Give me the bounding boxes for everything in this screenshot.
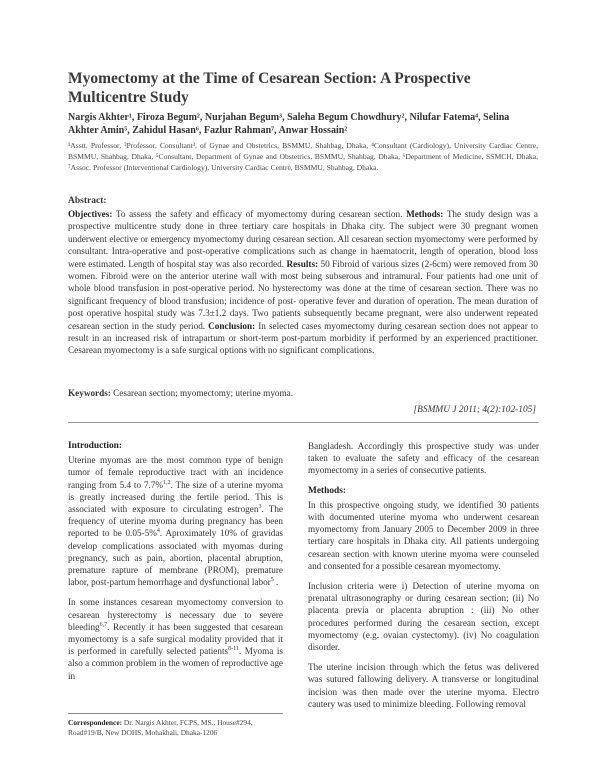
- conclusion-text: In selected cases myomectomy during cesarean section does not appear to result in an increased risk of intrapartum or short-term post-partum morbidity if performed by an experienced practitioner. Cesarean myomectomy is a safe surgical options with no significant complications.: [68, 320, 538, 356]
- author-list: Nargis Akhter¹, Firoza Begum², Nurjahan Begum³, Saleha Begum Chowdhury², Nilufar Fatema⁴, Selina Akhter Amin⁵, Zahidul Hasan⁶, Fazlur Rahman⁷, Anwar Hossain²: [68, 112, 510, 136]
- objectives-label: Objectives:: [68, 209, 113, 219]
- methods-label: Methods:: [406, 209, 444, 219]
- introduction-paragraph-3: Bangladesh. Accordingly this prospective study was under taken to evaluate the safety and efficacy of the cesarean myomectomy in a series of consecutive patients.: [308, 441, 539, 476]
- keywords-text: Cesarean section; myomectomy; uterine myoma.: [110, 388, 294, 398]
- footnote-divider: [68, 713, 283, 714]
- introduction-paragraph-2: In some instances cesarean myomectomy conversion to cesarean hysterectomy is necessary due to severe bleeding$^{6,7}$. Recently it has been suggested that cesarean myomectomy is a safe surgical modality provided that it is performed in carefully selected patients$^{8-11}$. Myoma is also a common problem in the women of reproductive age in: [68, 597, 283, 681]
- citation-ref: 8-11: [228, 646, 239, 653]
- methods-paragraph-2: Inclusion criteria were i) Detection of uterine myoma on prenatal ultrasonography or during cesarean section; (ii) No placenta previa or placenta abruption : (iii) No other procedures performed during the cesarean section, except myomectomy (e.g. ovaian cystectomy). (iv) No coagulation disorder.: [308, 581, 539, 653]
- citation-ref: 3: [258, 503, 262, 510]
- correspondence-note: [68, 718, 283, 739]
- correspondence-text: Dr. Nargis Akhter, FCPS, MS., House#294, Road#19/B, New DOHS, Mohakhali, Dhaka-1206: [68, 718, 253, 738]
- conclusion-label: Conclusion:: [208, 320, 256, 331]
- methods-paragraph-1: In this prospective ongoing study, we identified 30 patients with documented uterine myoma who underwent cesarean myomectomy from January 2005 to December 2009 in three tertiary care hospitals in Dhaka city. All patients undergoing cesarean section with known uterine myoma were counseled and consented for a possible cesarean myomectomy.: [308, 499, 539, 571]
- abstract-heading: Abstract:: [68, 196, 107, 206]
- citation-ref: 6,7: [99, 621, 108, 628]
- abstract-body: [68, 208, 538, 357]
- citation-ref: 1,2: [163, 479, 171, 486]
- keywords-label: Keywords:: [68, 388, 111, 398]
- correspondence-label: Correspondence:: [68, 718, 123, 727]
- introduction-heading: Introduction:: [68, 441, 123, 451]
- methods-text: The study design was a prospective multicentre study done in three tertiary care hospitals in Dhaka city. The subject were 30 pregnant women underwent elective or emergency myomectomy during cesarean section. All cesarean section myomectomy were performed by consultant. Intra-operative and post-operative complications such as change in haematocrit, length of operation, blood loss were estimated. Length of hospital stay was also recorded.: [68, 209, 538, 269]
- methods-paragraph-3: The uterine incision through which the fetus was delivered was sutured fallowing delivery. A transverse or longitudinal incision was then made over the uterine myoma. Electro cautery was used to minimize bleeding. Following removal: [308, 662, 539, 709]
- results-label: Results:: [286, 258, 319, 269]
- author-affiliations: ¹Asstt. Professor, ²Professor, Consultant³, of Gynae and Obstetrics, BSMMU, Shahbag, Dhaka, ⁴Consultant (Cardiology), University Cardiac Centre, BSMMU, Shahbag, Dhaka, ⁵Consultant, Department of Gynae and Obstetrics, BSMMU, Shahbag, Dhaka, ⁶Department of Medicine, SSMCH, Dhaka, ⁷Assoc. Professor (Interventional Cardiology), University Cardiac Centre, BSMMU, Shahbag, Dhaka.: [68, 141, 538, 172]
- left-column: [68, 440, 283, 690]
- keywords-line: [68, 388, 538, 398]
- journal-citation: [BSMMU J 2011; 4(2):102-105]: [413, 405, 536, 415]
- right-column: [308, 440, 539, 718]
- methods-heading: Methods:: [308, 485, 347, 496]
- citation-ref: 4: [156, 528, 160, 535]
- citation-ref: 5: [270, 577, 274, 584]
- article-title: Myomectomy at the Time of Cesarean Section: A Prospective Multicentre Study: [68, 70, 471, 106]
- results-text: 50 Fibroid of various sizes (2-6cm) were removed from 30 women. Fibroid were on the anterior uterine wall with most being subserous and intramural. Four patients had one unit of whole blood transfusion in post-operative period. No hysterectomy was done at the time of cesarean section. There was no significant frequency of blood transfusion; incidence of post- operative fever and duration of operation. The mean duration of post operative hospital study was 7.3±1.2 days. Two patients subsequently became pregnant, were also underwent repeated cesarean section in the study period.: [68, 258, 538, 331]
- objectives-text: To assess the safety and efficacy of myomectomy during cesarean section.: [112, 209, 407, 219]
- introduction-paragraph-1: Uterine myomas are the most common type of benign tumor of female reproductive tract with an incidence ranging from 5.4 to 7.7%$^{1,2}$. The size of a uterine myoma is greatly increased during the fertile period. This is associated with exposure to circulating estrogen$^3$. The frequency of uterine myoma during pregnancy has been reported to be 0.05-5%$^4$. Aproximately 10% of gravidas develop complications associated with myomas during pregnancy, such as pain, abortion, placental abruption, premature rapture of membrane (PROM), premature labor, post-partum hemorrhage and dysfunctional labor$^5$ .: [68, 455, 284, 588]
- section-divider: [68, 422, 539, 423]
